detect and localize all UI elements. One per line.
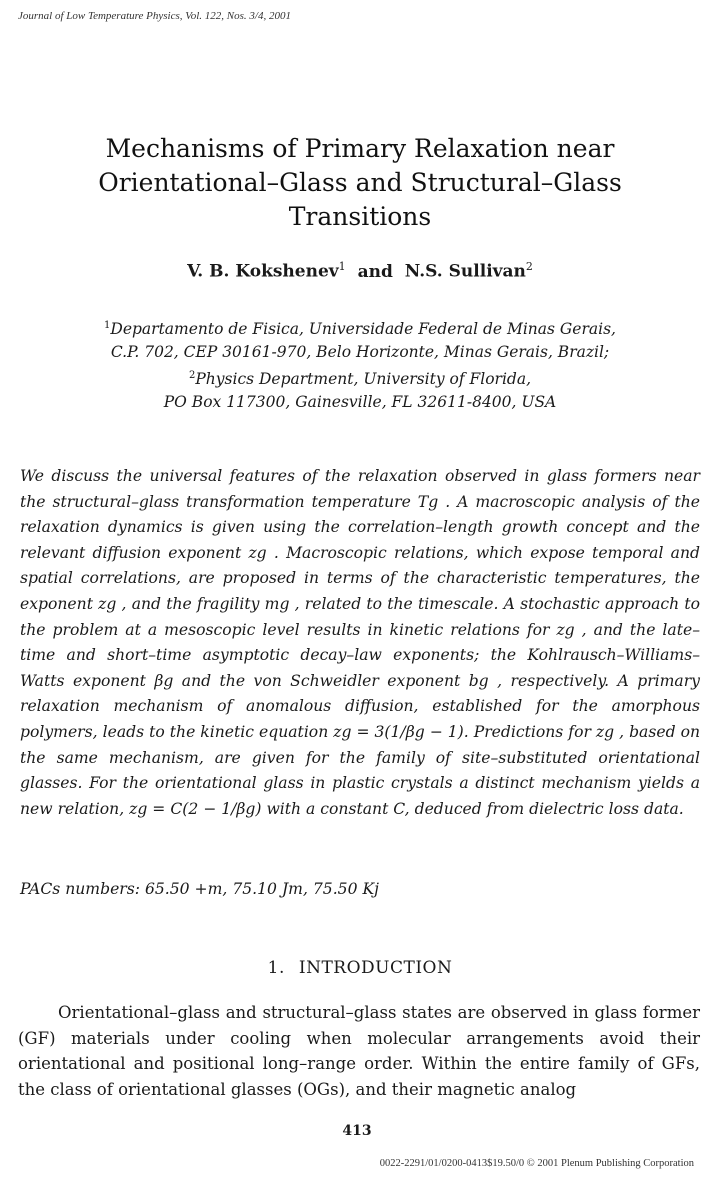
author-conjunction: and [357,261,393,282]
author-affiliation-mark: 2 [525,260,533,273]
section-heading [40,958,680,978]
title-line: Transitions [288,202,432,231]
author-name: V. B. Kokshenev [187,261,339,282]
section-number: 1. [267,958,285,978]
affiliation-line [40,364,680,391]
journal-citation: Journal of Low Temperature Physics, Vol. 122, Nos. 3/4, 2001 [18,10,291,22]
introduction-text: Orientational–glass and structural–glass states are observed in glass former (GF) materials under cooling when molecular arrangements avoid their orientational and positional long–range order. Within the entire family of GFs, the class of orientational glasses (OGs), and their magnetic analog [18,1003,700,1099]
affiliation-text: Departamento de Fisica, Universidade Federal de Minas Gerais, [110,320,616,339]
paper-title [40,132,680,234]
author-list [40,260,680,282]
affiliation-line: PO Box 117300, Gainesville, FL 32611-8400, USA [163,393,557,412]
affiliations [40,314,680,414]
page-number: 413 [342,1123,372,1139]
abstract: We discuss the universal features of the relaxation observed in glass formers near the structural–glass transformation temperature Tg . A macroscopic analysis of the relaxation dynamics is given using the correlation–length growth concept and the relevant diffusion exponent zg . Macroscopic relations, which expose temporal and spatial correlations, are proposed in terms of the characteristic temperatures, the exponent zg , and the fragility mg , related to the timescale. A stochastic approach to the problem at a mesoscopic level results in kinetic relations for zg , and the late–time and short–time asymptotic decay–law exponents; the Kohlrausch–Williams–Watts exponent βg and the von Schweidler exponent bg , respectively. A primary relaxation mechanism of anomalous diffusion, established for the amorphous polymers, leads to the kinetic equation zg = 3(1/βg − 1). Predictions for zg , based on the same mechanism, are given for the family of site–substituted orientational glasses. For the orientational glass in plastic crystals a distinct mechanism yields a new relation, zg = C(2 − 1/βg) with a constant C, deduced from dielectric loss data. [20,467,700,818]
section-title: INTRODUCTION [298,958,453,978]
author-affiliation-mark: 1 [338,260,346,273]
title-line: Mechanisms of Primary Relaxation near [105,134,615,163]
title-line: Orientational–Glass and Structural–Glass [98,168,622,197]
affiliation-mark: 1 [104,320,111,331]
copyright-line: 0022-2291/01/0200-0413$19.50/0 © 2001 Plenum Publishing Corporation [379,1158,694,1169]
affiliation-text: Physics Department, University of Florida, [195,370,532,389]
pacs-numbers: PACs numbers: 65.50 +m, 75.10 Jm, 75.50 Kj [20,880,379,898]
author-name: N.S. Sullivan [404,261,526,282]
affiliation-line [40,314,680,341]
affiliation-mark: 2 [188,370,196,382]
affiliation-line: C.P. 702, CEP 30161-970, Belo Horizonte, Minas Gerais, Brazil; [110,343,610,362]
